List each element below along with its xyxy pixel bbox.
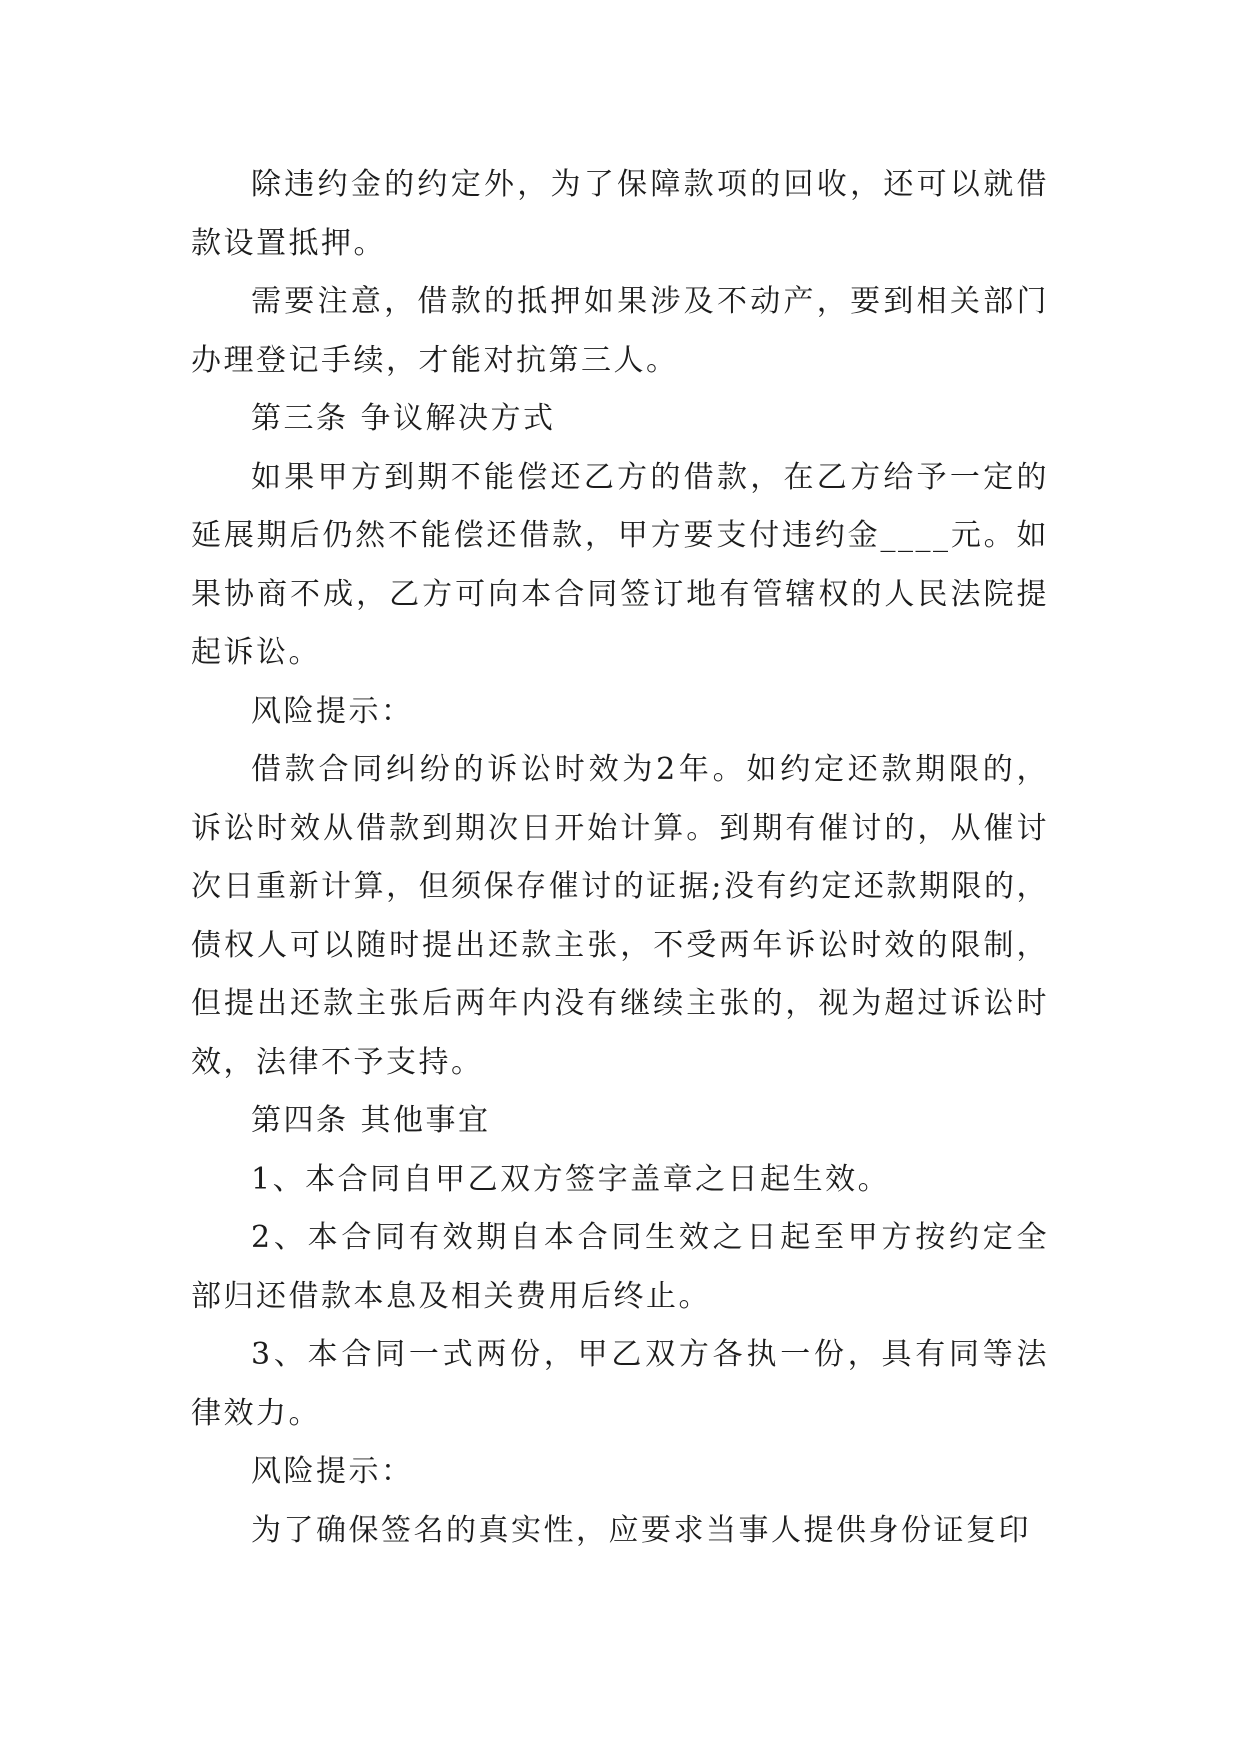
paragraph-signature-authenticity: 为了确保签名的真实性，应要求当事人提供身份证复印 [251,1512,1031,1548]
risk-warning-heading: 风险提示： [251,693,414,729]
clause-2-validity: 2、本合同有效期自本合同生效之日起至甲方按约定全部归还借款本息及相关费用后终止。 [191,1220,1049,1314]
risk-warning-heading-2: 风险提示： [251,1454,414,1489]
clause-1-effective: 1、本合同自甲乙双方签字盖章之日起生效。 [251,1161,891,1197]
paragraph-real-estate-registration: 需要注意，借款的抵押如果涉及不动产，要到相关部门办理登记手续，才能对抗第三人。 [191,284,1049,378]
clause-3-copies: 3、本合同一式两份，甲乙双方各执一份，具有同等法律效力。 [191,1337,1049,1431]
paragraph-limitation-period: 借款合同纠纷的诉讼时效为2年。如约定还款期限的，诉讼时效从借款到期次日开始计算。到期有催讨的，从催讨次日重新计算，但须保存催讨的证据;没有约定还款期限的，债权人可以随时提出还款主张，不受两年诉讼时效的限制，但提出还款主张后两年内没有继续主张的，视为超过诉讼时效，法律不予支持。 [191,752,1049,1080]
document-body [191,156,1049,1560]
article-4-heading: 第四条 其他事宜 [251,1103,491,1138]
article-3-heading: 第三条 争议解决方式 [251,401,556,436]
paragraph-mortgage-note: 除违约金的约定外，为了保障款项的回收，还可以就借款设置抵押。 [191,167,1049,261]
paragraph-dispute-resolution: 如果甲方到期不能偿还乙方的借款，在乙方给予一定的延展期后仍然不能偿还借款，甲方要支付违约金____元。如果协商不成，乙方可向本合同签订地有管辖权的人民法院提起诉讼。 [191,459,1049,670]
